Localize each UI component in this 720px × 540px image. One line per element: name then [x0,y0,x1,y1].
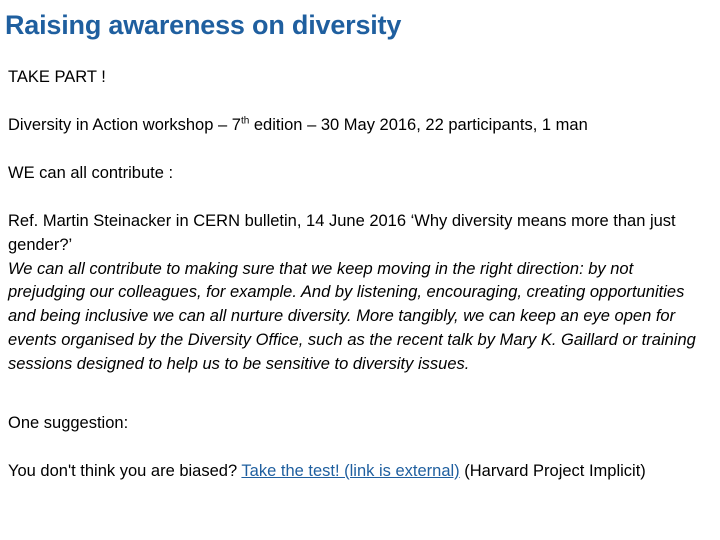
take-the-test-link[interactable]: Take the test! (link is external) [241,462,460,480]
workshop-ordinal-suffix: th [240,115,250,127]
reference-block [8,210,712,377]
workshop-line [8,114,712,138]
contribute-heading: WE can all contribute : [8,164,174,182]
take-part-heading: TAKE PART ! [8,68,106,86]
workshop-text-post: edition – 30 May 2016, 22 participants, 1 man [249,116,588,134]
suggestion-line [8,460,712,484]
page-title: Raising awareness on diversity [5,10,402,40]
bulletin-quote: We can all contribute to making sure that we keep moving in the right direction: by not prejudging our colleagues, for example. And by listening, encouraging, creating opportunities and being inclusive we can all nurture diversity. More tangibly, we can keep an eye open for events organised by the Diversity Office, such as the recent talk by Mary K. Gaillard or training sessions designed to help us to be sensitive to diversity issues. [8,259,696,373]
reference-citation: Ref. Martin Steinacker in CERN bulletin, 14 June 2016 ‘Why diversity means more than just gender?’ [8,212,676,254]
suggestion-text-pre: You don't think you are biased? [8,462,242,480]
suggestion-heading: One suggestion: [8,414,129,432]
workshop-text-pre: Diversity in Action workshop – 7 [8,116,241,134]
suggestion-text-post: (Harvard Project Implicit) [459,462,646,480]
